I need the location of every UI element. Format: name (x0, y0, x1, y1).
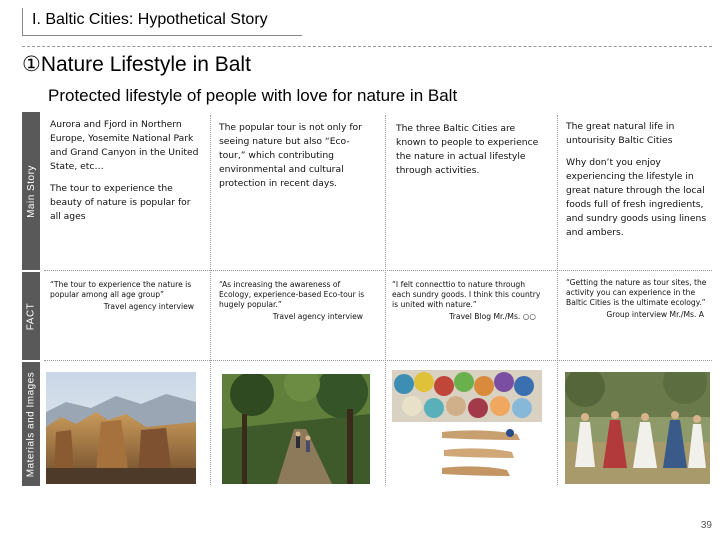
folk-dancers-image (565, 372, 710, 484)
story-paragraph: The great natural life in untourisity Baltic Cities (566, 121, 675, 146)
main-story-cell-2 (219, 121, 369, 199)
row-divider (44, 270, 712, 271)
column-divider (385, 115, 386, 485)
canyon-landscape-image (46, 372, 196, 484)
fact-quote: “I felt connecttio to nature through each sundry goods. I think this country is united with nature.” (392, 280, 541, 309)
fact-cell-1 (50, 280, 200, 312)
column-divider (210, 115, 211, 485)
page-header-title: I. Baltic Cities: Hypothetical Story (32, 11, 268, 28)
section-title: ①Nature Lifestyle in Balt (22, 53, 251, 76)
main-story-label: Main Story (22, 112, 40, 270)
main-story-cell-4 (566, 120, 710, 248)
fact-source: Travel agency interview (272, 312, 363, 321)
story-paragraph: The three Baltic Cities are known to people to experience the nature in actual lifestyle through activities. (396, 123, 539, 176)
fact-quote: “Getting the nature as tour sites, the activity you can experience in the Baltic Cities is the ultimate ecology.” (566, 278, 707, 307)
main-story-cell-3 (396, 122, 544, 186)
page-number: 39 (700, 520, 712, 531)
fact-cell-2 (219, 280, 369, 322)
forest-trail-hikers-image (222, 374, 370, 484)
fact-source: Travel agency interview (103, 302, 194, 311)
column-divider (557, 115, 558, 485)
fact-label: FACT (22, 272, 40, 360)
fact-quote: “As increasing the awareness of Ecology, experience-based Eco-tour is hugely popular.” (219, 280, 365, 309)
story-paragraph: The popular tour is not only for seeing nature but also “Eco-tour,” which contributing environmental and cultural protection in recent days. (219, 122, 362, 189)
story-paragraph: Aurora and Fjord in Northern Europe, Yosemite National Park and Grand Canyon in the United State, etc… (50, 119, 199, 172)
fact-source: Travel Blog Mr./Ms. ○○ (449, 312, 536, 321)
fact-source: Group interview Mr./Ms. A (606, 310, 704, 319)
row-divider (44, 360, 712, 361)
materials-label: Materials and Images (22, 362, 40, 486)
yarn-and-wooden-utensils-image (392, 370, 542, 486)
main-story-cell-1 (50, 118, 200, 232)
story-paragraph: The tour to experience the beauty of nature is popular for all ages (50, 183, 191, 222)
fact-cell-3 (392, 280, 542, 322)
top-divider (22, 46, 712, 47)
fact-cell-4 (566, 278, 710, 320)
story-paragraph: Why don’t you enjoy experiencing the lifestyle in great nature through the local foods full of fresh ingredients, and sundry goods using linens and ambers. (566, 157, 707, 238)
fact-quote: “The tour to experience the nature is popular among all age group” (50, 280, 192, 299)
section-subtitle: Protected lifestyle of people with love for nature in Balt (48, 86, 458, 105)
